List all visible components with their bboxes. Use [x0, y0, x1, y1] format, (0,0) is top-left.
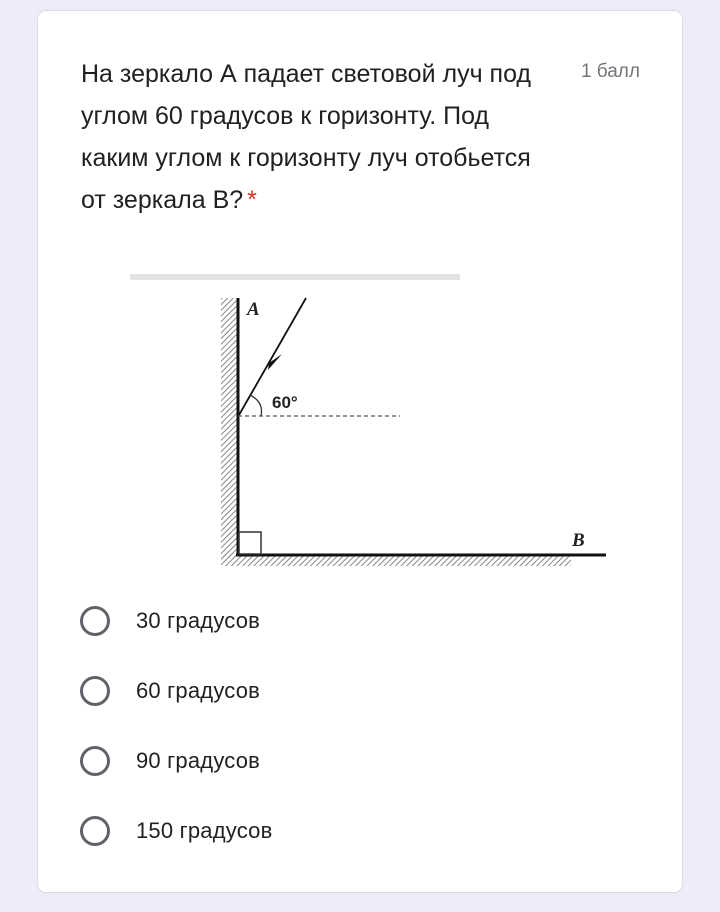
option-label: 150 градусов: [136, 818, 273, 843]
question-title: [81, 53, 561, 221]
question-card: [37, 10, 683, 893]
radio-button[interactable]: [80, 816, 110, 846]
cropped-text-fragment: [130, 274, 460, 280]
option-label: 60 градусов: [136, 678, 261, 703]
option-label: 30 градусов: [136, 608, 261, 633]
required-marker: *: [247, 186, 257, 214]
mirror-a-hatching: [221, 298, 237, 558]
mirror-a-label: A: [247, 299, 260, 320]
option-label: 90 градусов: [136, 748, 261, 773]
right-angle-marker: [239, 532, 261, 554]
option-150[interactable]: [80, 796, 640, 866]
radio-button[interactable]: [80, 606, 110, 636]
question-text: На зеркало А падает световой луч под углом 60 градусов к горизонту. Под каким углом к горизонту луч отобьется от зеркала В?: [81, 60, 532, 214]
option-60[interactable]: [80, 656, 640, 726]
radio-button[interactable]: [80, 746, 110, 776]
answer-options: [80, 586, 640, 866]
angle-label: 60°: [272, 393, 298, 412]
option-30[interactable]: [80, 586, 640, 656]
radio-button[interactable]: [80, 676, 110, 706]
points-label: 1 балл: [580, 61, 640, 82]
option-90[interactable]: [80, 726, 640, 796]
mirror-b-label: B: [572, 530, 585, 551]
mirrors-diagram: [88, 256, 585, 566]
angle-arc: [250, 395, 262, 416]
